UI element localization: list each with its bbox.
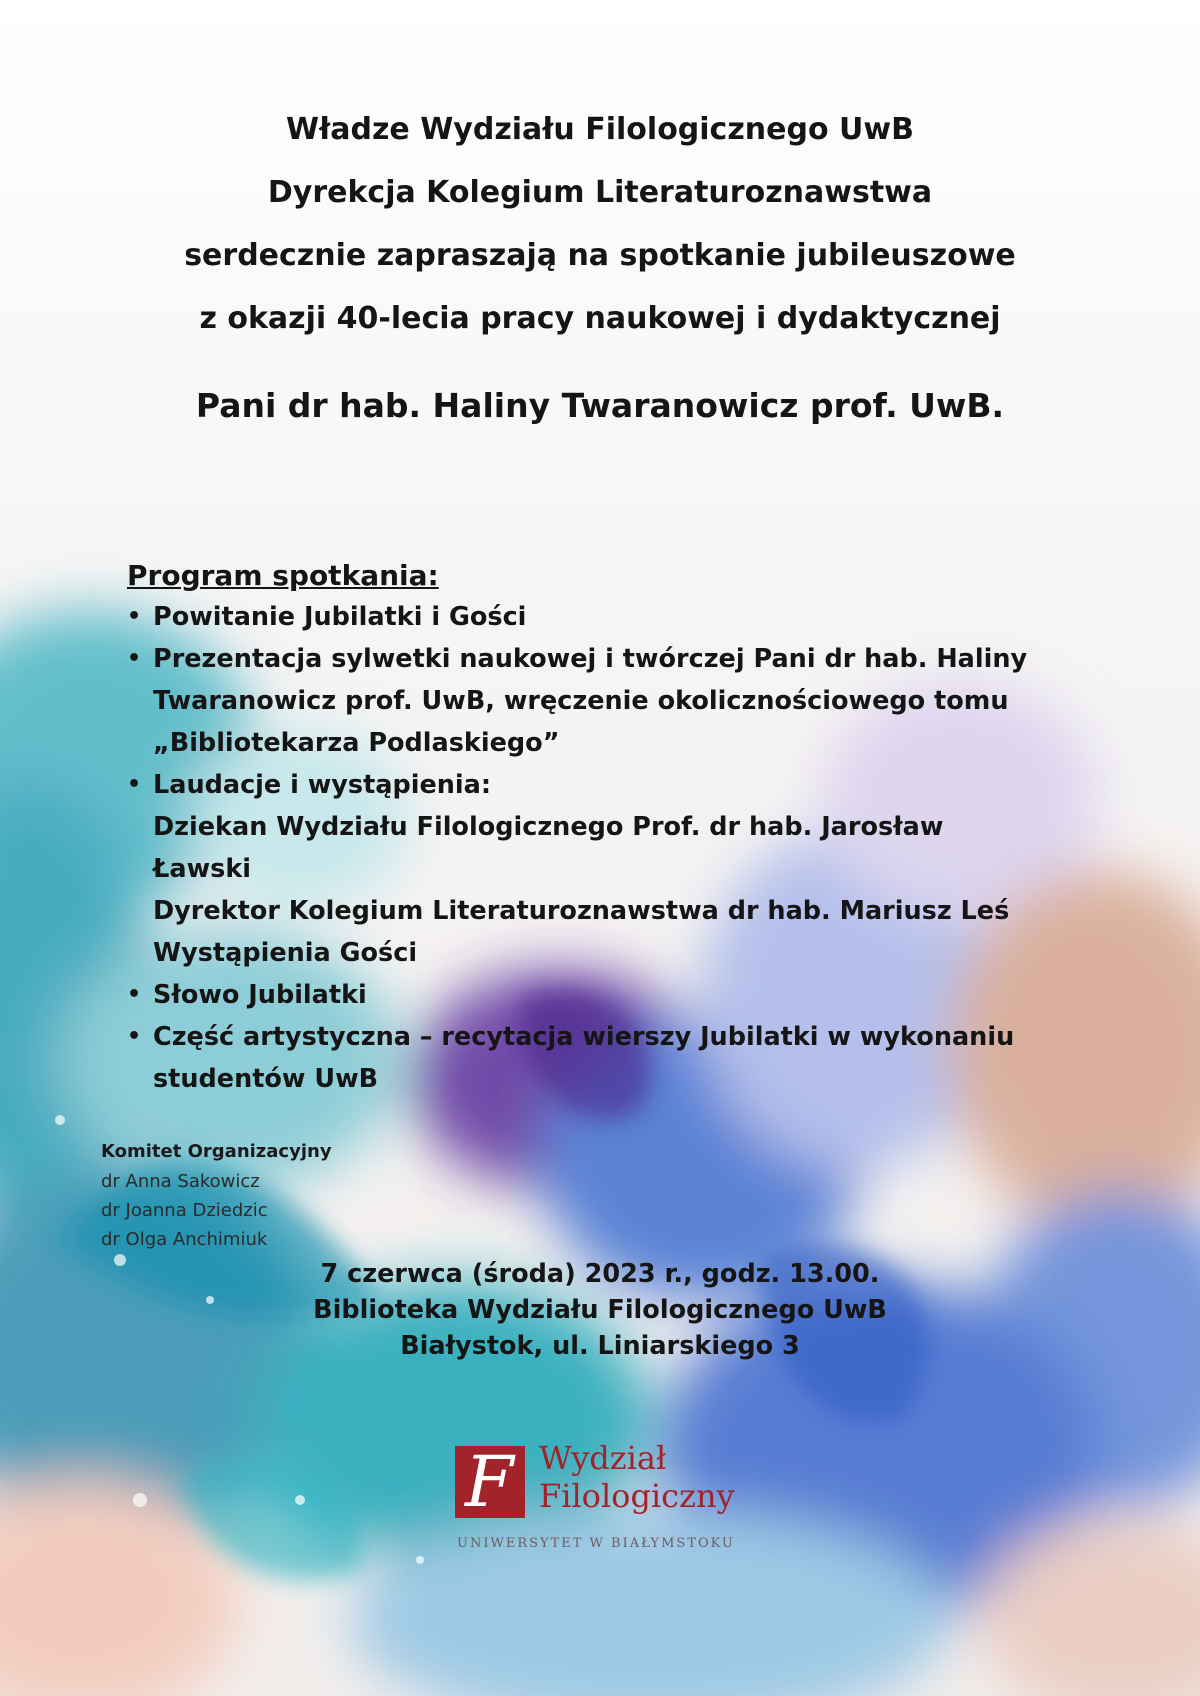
header-line-occasion: z okazji 40-lecia pracy naukowej i dydaktycznej bbox=[199, 301, 1001, 336]
event-date: 7 czerwca (środa) 2023 r., godz. 13.00. bbox=[320, 1259, 880, 1289]
committee-member: dr Olga Anchimiuk bbox=[101, 1229, 268, 1250]
program-item-line: Wystąpienia Gości bbox=[153, 938, 418, 968]
program-item-line: studentów UwB bbox=[153, 1064, 379, 1094]
bullet-icon: • bbox=[127, 646, 142, 671]
program-item-jubilee-speech bbox=[127, 974, 1047, 1016]
program-item-line: Laudacje i wystąpienia: bbox=[153, 770, 492, 800]
program-item-welcome bbox=[127, 596, 1047, 638]
event-details bbox=[0, 1256, 1200, 1364]
event-place: Biblioteka Wydziału Filologicznego UwB bbox=[313, 1295, 887, 1325]
invitation-header bbox=[0, 98, 1200, 350]
bullet-icon: • bbox=[127, 982, 142, 1007]
header-line-college-directorate: Dyrekcja Kolegium Literaturoznawstwa bbox=[267, 175, 933, 210]
program-item-laudations bbox=[127, 764, 1047, 974]
program-item-line: Dyrektor Kolegium Literaturoznawstwa dr hab. Mariusz Leś bbox=[153, 896, 1010, 926]
program-item-presentation bbox=[127, 638, 1047, 764]
program-item-line: Twaranowicz prof. UwB, wręczenie okolicznościowego tomu bbox=[153, 686, 1009, 716]
bullet-icon: • bbox=[127, 604, 142, 629]
faculty-logo bbox=[455, 1440, 745, 1560]
header-line-faculty-authorities: Władze Wydziału Filologicznego UwB bbox=[286, 112, 914, 147]
program-item-line: „Bibliotekarza Podlaskiego” bbox=[153, 728, 560, 758]
program-item-line: Część artystyczna – recytacja wierszy Jubilatki w wykonaniu bbox=[153, 1022, 1015, 1052]
logo-mark-letter: F bbox=[465, 1441, 514, 1523]
program-item-line: Dziekan Wydziału Filologicznego Prof. dr hab. Jarosław Ławski bbox=[153, 812, 944, 884]
committee-member: dr Joanna Dziedzic bbox=[101, 1200, 268, 1221]
program-title: Program spotkania: bbox=[127, 559, 439, 592]
logo-name-line2: Filologiczny bbox=[539, 1477, 735, 1515]
committee-member: dr Anna Sakowicz bbox=[101, 1171, 260, 1192]
committee-heading: Komitet Organizacyjny bbox=[101, 1141, 332, 1162]
honoree-name: Pani dr hab. Haliny Twaranowicz prof. UwB. bbox=[195, 386, 1005, 425]
program-item-artistic-part bbox=[127, 1016, 1047, 1100]
logo-university-name: UNIWERSYTET W BIAŁYMSTOKU bbox=[457, 1536, 735, 1551]
faculty-logo-icon bbox=[455, 1441, 525, 1523]
program-section bbox=[127, 556, 1047, 1100]
organizing-committee bbox=[101, 1137, 421, 1254]
program-item-line: Słowo Jubilatki bbox=[153, 980, 367, 1010]
logo-name-line1: Wydział bbox=[539, 1439, 667, 1477]
event-address: Białystok, ul. Liniarskiego 3 bbox=[400, 1331, 800, 1361]
bullet-icon: • bbox=[127, 1024, 142, 1049]
bullet-icon: • bbox=[127, 772, 142, 797]
program-item-line: Powitanie Jubilatki i Gości bbox=[153, 602, 527, 632]
program-item-line: Prezentacja sylwetki naukowej i twórczej Pani dr hab. Haliny bbox=[153, 644, 1028, 674]
program-list bbox=[127, 596, 1047, 1100]
header-line-invitation: serdecznie zapraszają na spotkanie jubileuszowe bbox=[184, 238, 1016, 273]
